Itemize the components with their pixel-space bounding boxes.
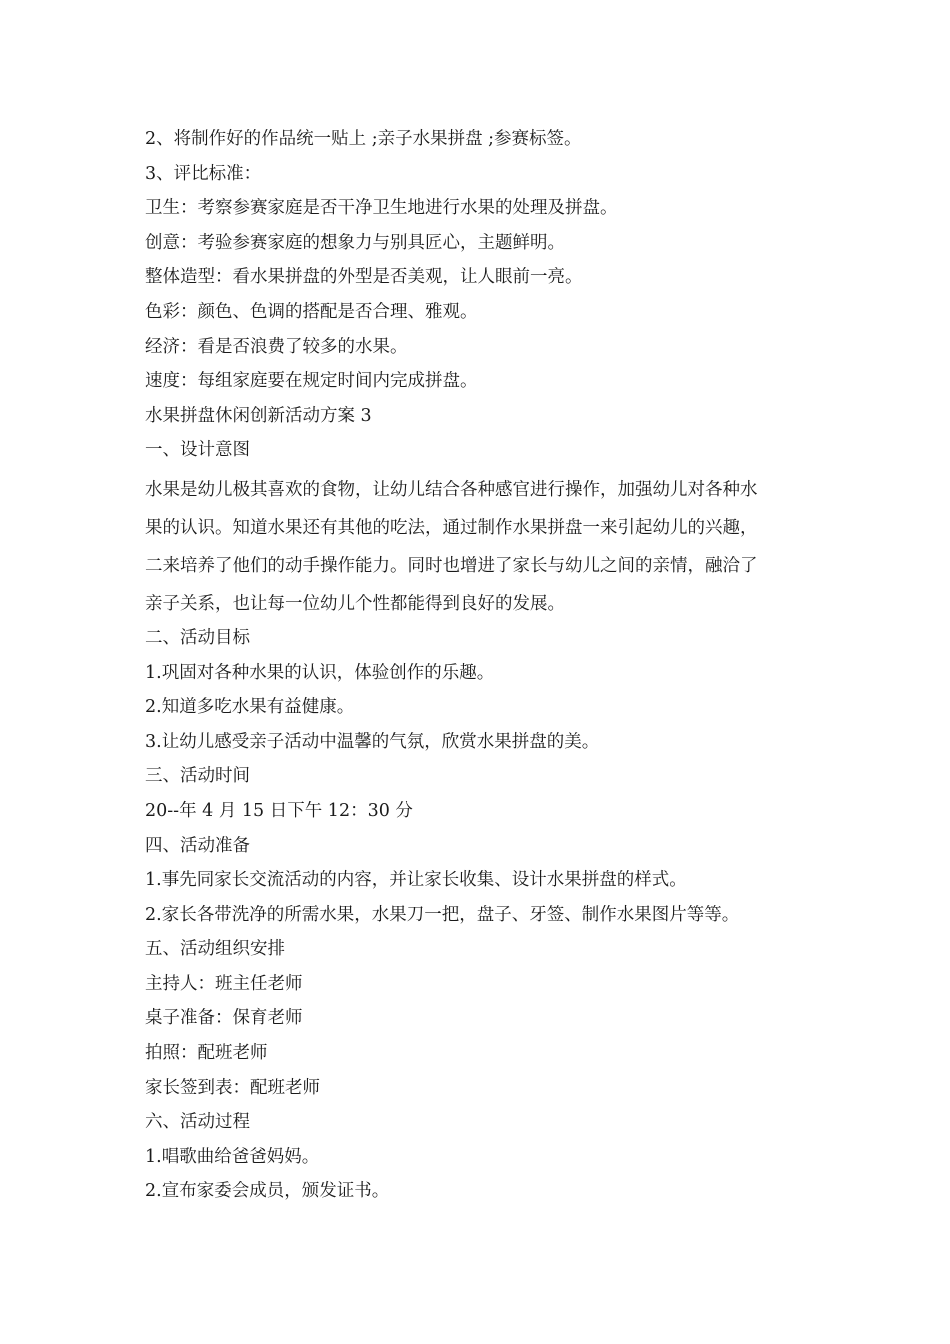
text-line: 主持人：班主任老师 — [145, 973, 303, 994]
text-line: 拍照：配班老师 — [145, 1043, 268, 1064]
text-line: 速度：每组家庭要在规定时间内完成拼盘。 — [145, 371, 478, 392]
text-line: 3.让幼儿感受亲子活动中温馨的气氛，欣赏水果拼盘的美。 — [145, 731, 600, 752]
section-heading: 三、活动时间 — [145, 766, 250, 787]
paragraph-line: 亲子关系，也让每一位幼儿个性都能得到良好的发展。 — [145, 593, 565, 614]
paragraph-line: 果的认识。知道水果还有其他的吃法，通过制作水果拼盘一来引起幼儿的兴趣， — [145, 517, 758, 538]
text-line: 家长签到表：配班老师 — [145, 1077, 320, 1098]
design-intent-paragraph — [145, 471, 810, 623]
section-top — [145, 122, 810, 468]
section-heading: 二、活动目标 — [145, 627, 250, 648]
paragraph-line: 二来培养了他们的动手操作能力。同时也增进了家长与幼儿之间的亲情，融洽了 — [145, 555, 758, 576]
section-heading: 四、活动准备 — [145, 835, 250, 856]
section-heading: 六、活动过程 — [145, 1112, 250, 1133]
text-line: 2.家长各带洗净的所需水果，水果刀一把，盘子、牙签、制作水果图片等等。 — [145, 904, 740, 925]
text-line: 色彩：颜色、色调的搭配是否合理、雅观。 — [145, 301, 478, 322]
section-heading: 一、设计意图 — [145, 440, 250, 461]
section-bottom — [145, 621, 810, 1209]
text-line: 20--年 4 月 15 日下午 12：30 分 — [145, 800, 413, 821]
paragraph-line: 水果是幼儿极其喜欢的食物，让幼儿结合各种感官进行操作，加强幼儿对各种水 — [145, 479, 758, 500]
text-line: 2.知道多吃水果有益健康。 — [145, 697, 355, 718]
text-line: 创意：考验参赛家庭的想象力与别具匠心，主题鲜明。 — [145, 232, 565, 253]
text-line: 卫生：考察参赛家庭是否干净卫生地进行水果的处理及拼盘。 — [145, 198, 618, 219]
text-line: 3、评比标准： — [145, 163, 262, 184]
text-line: 1.唱歌曲给爸爸妈妈。 — [145, 1146, 320, 1167]
text-line: 经济：看是否浪费了较多的水果。 — [145, 336, 408, 357]
text-line: 2、将制作好的作品统一贴上 ;亲子水果拼盘 ;参赛标签。 — [145, 129, 582, 149]
section-title: 水果拼盘休闲创新活动方案 3 — [145, 405, 372, 426]
text-line: 整体造型：看水果拼盘的外型是否美观，让人眼前一亮。 — [145, 267, 583, 288]
text-line: 1.事先同家长交流活动的内容，并让家长收集、设计水果拼盘的样式。 — [145, 870, 687, 891]
text-line: 2.宣布家委会成员，颁发证书。 — [145, 1181, 390, 1202]
text-line: 1.巩固对各种水果的认识，体验创作的乐趣。 — [145, 662, 495, 683]
document-page — [145, 122, 810, 1209]
text-line: 桌子准备：保育老师 — [145, 1008, 303, 1029]
section-heading: 五、活动组织安排 — [145, 939, 285, 960]
